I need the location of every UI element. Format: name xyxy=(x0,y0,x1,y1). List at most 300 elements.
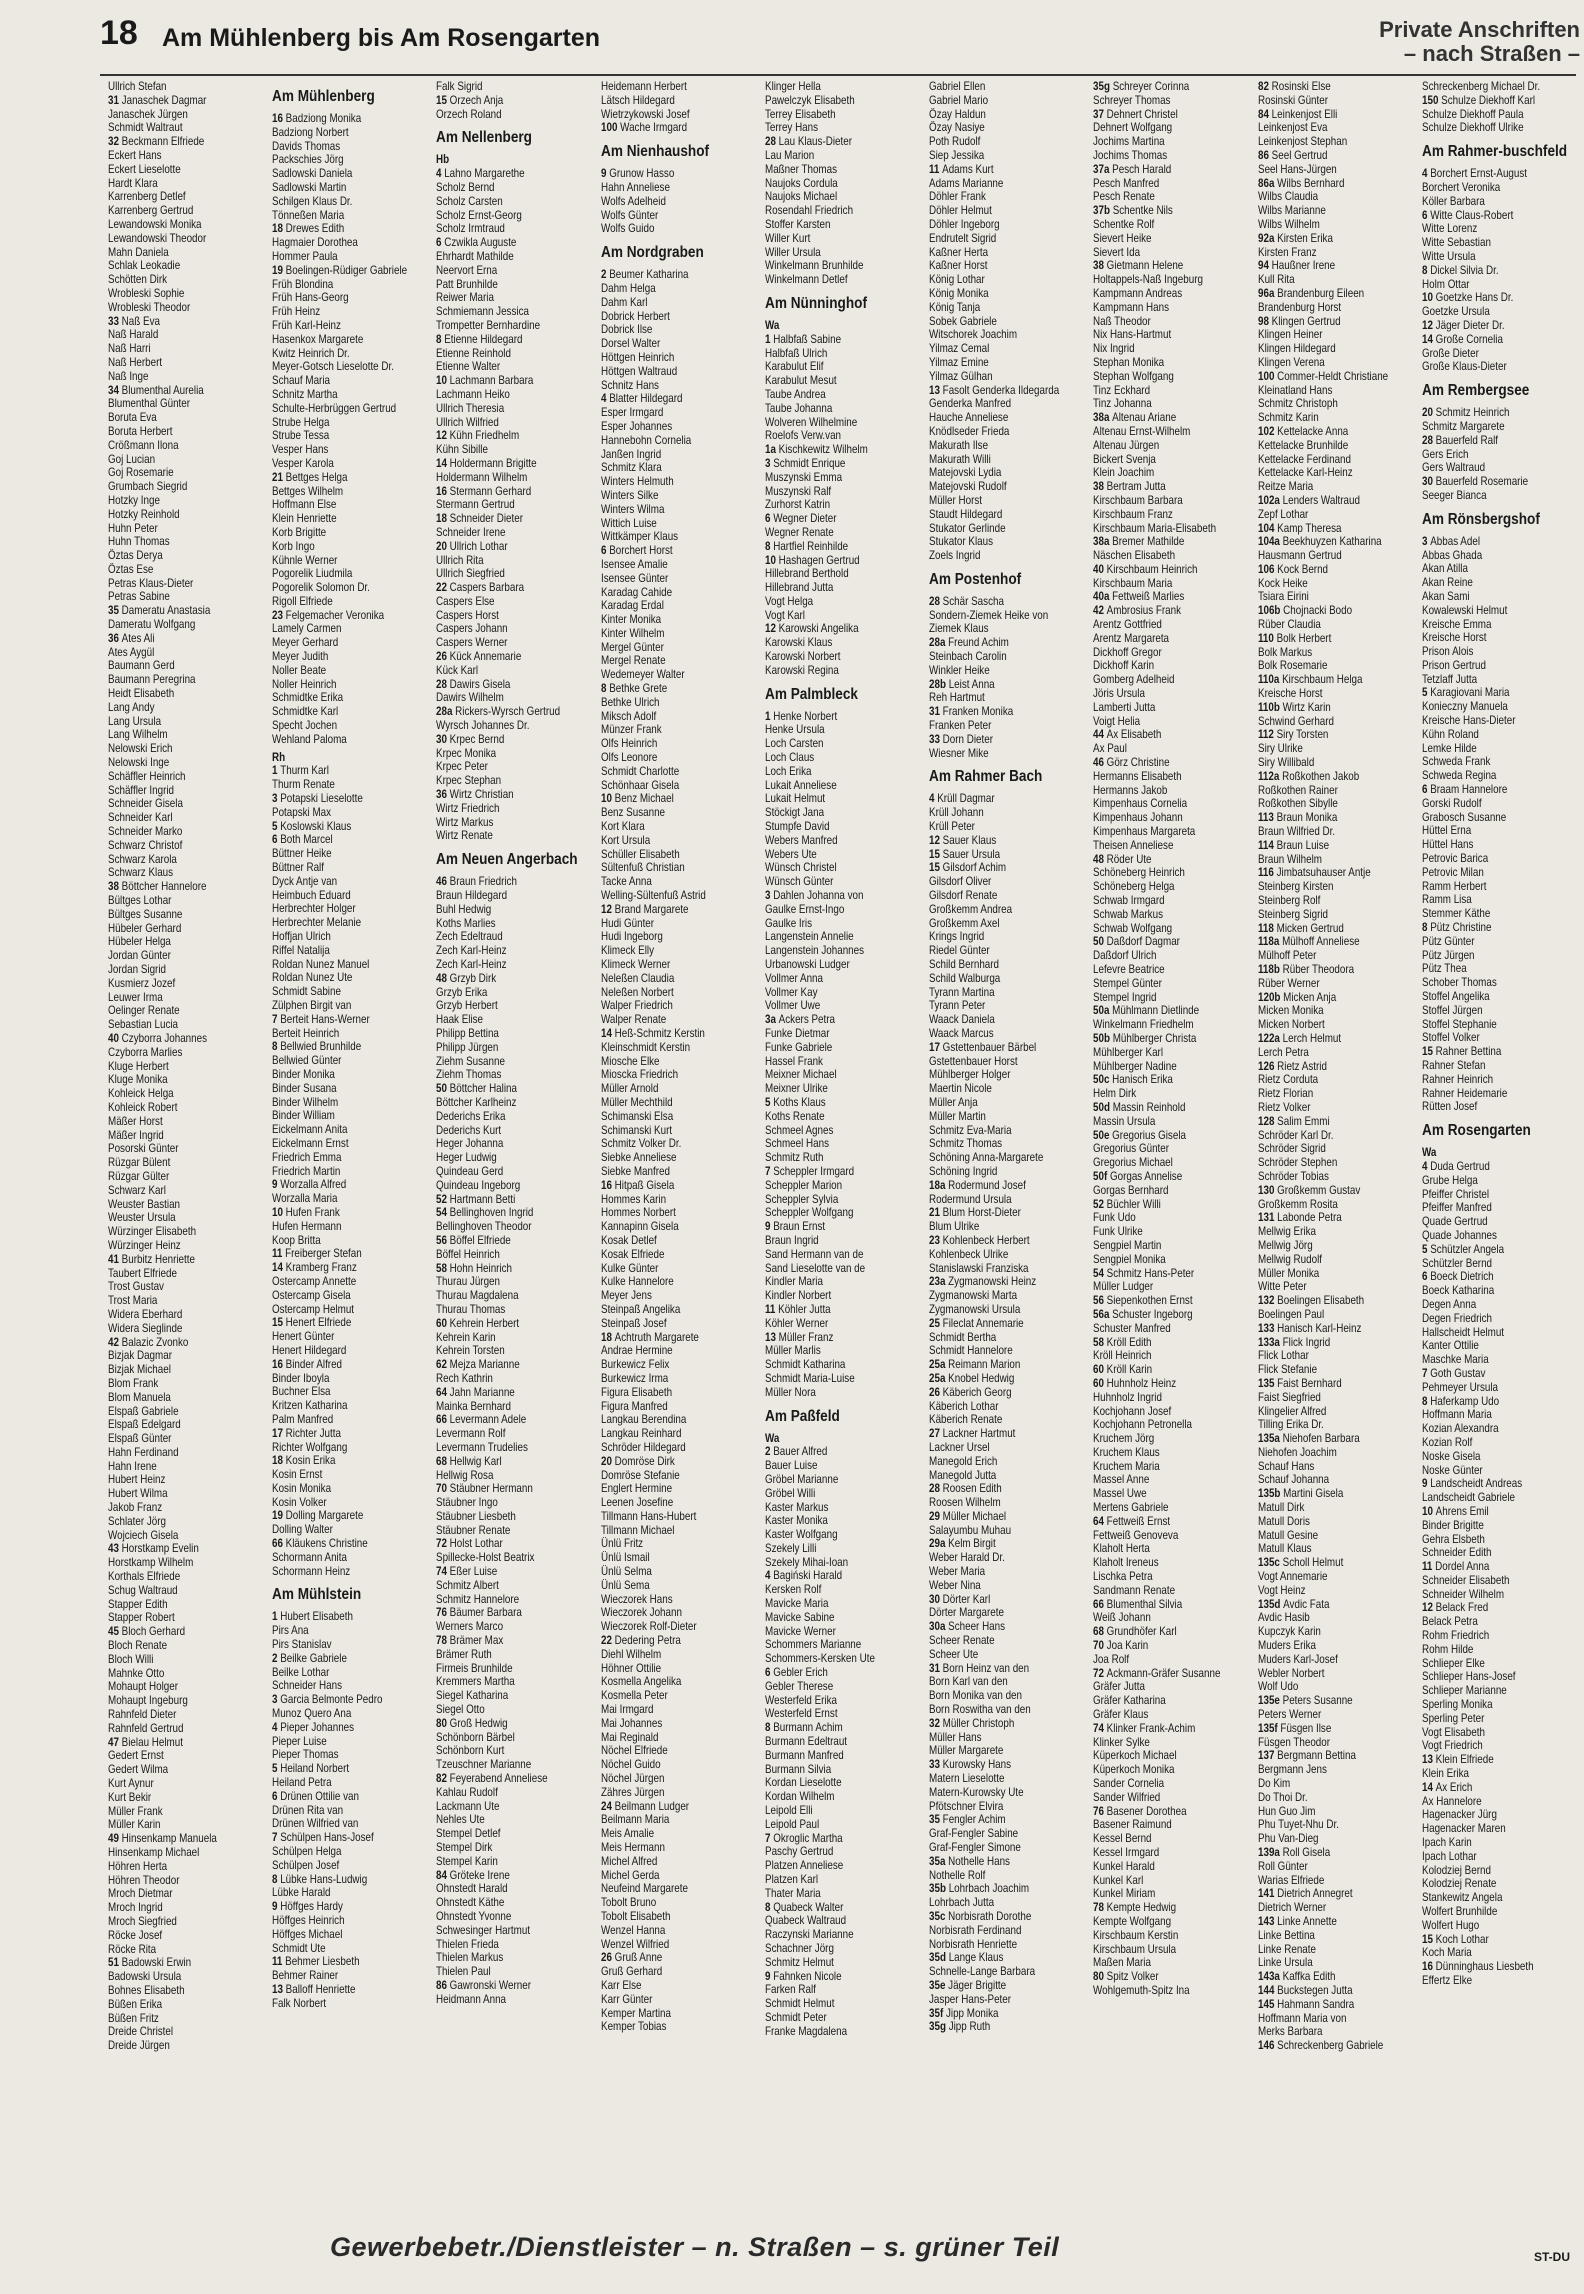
resident-entry: Schneider Karl xyxy=(108,811,173,825)
resident-entry: Wolfert Brunhilde xyxy=(1421,1905,1498,1919)
house-number: 37 xyxy=(1093,107,1108,121)
resident-entry: Kirschbaum Kerstin xyxy=(1093,1928,1179,1942)
resident-entry: 18a Rodermund Josef xyxy=(929,1178,1026,1192)
house-number: 37a xyxy=(1093,162,1113,176)
resident-entry: Burkewicz Irma xyxy=(600,1371,668,1385)
resident-entry: 8 Hartfiel Reinhilde xyxy=(764,539,849,553)
house-number: 60 xyxy=(1093,1363,1108,1377)
resident-entry: Wehland Paloma xyxy=(272,732,347,746)
resident-entry: Schild Walburga xyxy=(929,971,1001,985)
resident-entry: 133a Flick Ingrid xyxy=(1257,1335,1330,1349)
resident-entry: Schmitz Eva-Maria xyxy=(929,1123,1012,1137)
resident-entry: Wenzel Hanna xyxy=(600,1923,666,1937)
house-number: 40 xyxy=(1093,562,1108,576)
resident-entry: Dahm Karl xyxy=(600,295,648,309)
house-number: 17 xyxy=(929,1040,943,1054)
resident-entry: 74 Eßer Luise xyxy=(436,1565,498,1579)
resident-entry: 1 Henke Norbert xyxy=(764,709,838,723)
house-number: 84 xyxy=(436,1868,451,1882)
resident-entry: Thielen Frieda xyxy=(436,1937,500,1951)
resident-entry: Gabriel Mario xyxy=(929,93,989,107)
resident-entry: Schwarz Karola xyxy=(108,852,177,866)
resident-entry: Kurt Aynur xyxy=(108,1777,154,1791)
resident-entry: 51 Badowski Erwin xyxy=(108,1956,192,1970)
resident-entry: 3 Schmidt Enrique xyxy=(764,456,846,470)
resident-entry: Matejovski Lydia xyxy=(929,466,1002,480)
resident-entry: 26 Kück Annemarie xyxy=(436,650,522,664)
resident-entry: Stempel Detlef xyxy=(436,1827,501,1841)
resident-entry: Wirtz Renate xyxy=(436,829,494,843)
resident-entry: Matern Lieselotte xyxy=(929,1772,1005,1786)
resident-entry: Meixner Michael xyxy=(764,1068,837,1082)
resident-entry: Koch Maria xyxy=(1421,1946,1472,1960)
resident-entry: Braun Wilhelm xyxy=(1257,852,1322,866)
house-number: 7 xyxy=(272,1831,281,1845)
house-number: 38a xyxy=(1093,535,1113,549)
resident-entry: Naß Theodor xyxy=(1093,314,1152,328)
resident-entry: 1 Halbfaß Sabine xyxy=(764,332,841,346)
resident-entry: Grumbach Siegrid xyxy=(108,480,188,494)
resident-entry: Schröder Karl Dr. xyxy=(1257,1128,1334,1142)
resident-entry: Lang Ursula xyxy=(108,714,162,728)
house-number: 15 xyxy=(929,861,943,875)
resident-entry: Bethke Ulrich xyxy=(600,695,660,709)
resident-entry: Hassel Frank xyxy=(764,1054,823,1068)
house-number: 143 xyxy=(1257,1914,1277,1928)
resident-entry: Gräfer Katharina xyxy=(1093,1694,1167,1708)
resident-entry: Zech Karl-Heinz xyxy=(436,944,507,958)
house-number: 21 xyxy=(272,470,286,484)
resident-entry: Makurath Willi xyxy=(929,452,991,466)
resident-entry: Käberich Lothar xyxy=(929,1399,999,1413)
house-number: 31 xyxy=(108,93,122,107)
resident-entry: Kull Rita xyxy=(1257,273,1295,287)
resident-entry: Zoels Ingrid xyxy=(929,549,981,563)
house-number: 52 xyxy=(436,1192,451,1206)
resident-entry: Kulke Hannelore xyxy=(600,1275,674,1289)
resident-entry: Rahner Heinrich xyxy=(1421,1072,1493,1086)
resident-entry: 6 Boeck Dietrich xyxy=(1421,1270,1494,1284)
resident-entry: Schmidt Sabine xyxy=(272,985,342,999)
resident-entry: Pfötschner Elvira xyxy=(929,1799,1004,1813)
house-number: 96a xyxy=(1257,286,1277,300)
resident-entry: Stoffel Jürgen xyxy=(1421,1003,1483,1017)
resident-entry: 52 Hartmann Betti xyxy=(436,1192,516,1206)
house-number: 9 xyxy=(764,1969,774,1983)
resident-entry: Jasper Hans-Peter xyxy=(929,1992,1012,2006)
house-number: 137 xyxy=(1257,1749,1277,1763)
resident-entry: Webler Norbert xyxy=(1257,1666,1325,1680)
resident-entry: Sander Cornelia xyxy=(1093,1777,1165,1791)
resident-entry: 41 Burbitz Henriette xyxy=(108,1252,195,1266)
resident-entry: Szekely Mihai-Ioan xyxy=(764,1555,849,1569)
page-title: Am Mühlenberg bis Am Rosengarten xyxy=(162,24,601,52)
resident-entry: Stempel Karin xyxy=(436,1854,499,1868)
resident-entry: Pesch Renate xyxy=(1093,190,1156,204)
resident-entry: Seeger Bianca xyxy=(1421,488,1487,502)
house-number: 7 xyxy=(764,1164,774,1178)
house-number: 26 xyxy=(436,650,451,664)
resident-entry: Kulke Günter xyxy=(600,1261,659,1275)
resident-entry: Steinberg Rolf xyxy=(1257,894,1320,908)
resident-entry: Winters Helmuth xyxy=(600,475,674,489)
resident-entry: Lackner Ursel xyxy=(929,1440,990,1454)
resident-entry: Schneider Edith xyxy=(1421,1546,1492,1560)
resident-entry: Ullrich Wilfried xyxy=(436,415,500,429)
resident-entry: Norbisrath Ferdinand xyxy=(929,1923,1022,1937)
resident-entry: Badziong Norbert xyxy=(272,125,349,139)
resident-entry: Hellwig Rosa xyxy=(436,1468,494,1482)
resident-entry: 22 Dedering Petra xyxy=(600,1634,681,1648)
resident-entry: 50c Hanisch Erika xyxy=(1093,1073,1174,1087)
house-number: 118 xyxy=(1257,921,1277,935)
resident-entry: Henert Hildegard xyxy=(272,1343,347,1357)
resident-entry: Schwarz Christof xyxy=(108,838,183,852)
resident-entry: 50 Böttcher Halina xyxy=(436,1082,518,1096)
resident-entry: Lübke Harald xyxy=(272,1886,331,1900)
resident-entry: Ax Paul xyxy=(1093,742,1128,756)
resident-entry: Diehl Wilhelm xyxy=(600,1647,661,1661)
resident-entry: Neervort Erna xyxy=(436,263,498,277)
house-number: 76 xyxy=(436,1606,451,1620)
resident-entry: Wohlgemuth-Spitz Ina xyxy=(1093,1983,1190,1997)
resident-entry: Pieper Luise xyxy=(272,1734,327,1748)
resident-entry: Müller Nora xyxy=(764,1385,816,1399)
resident-entry: Ipach Lothar xyxy=(1421,1849,1477,1863)
resident-entry: Wrobleski Theodor xyxy=(108,300,191,314)
resident-entry: Lamely Carmen xyxy=(272,622,342,636)
resident-entry: Noske Gisela xyxy=(1421,1449,1481,1463)
resident-entry: 86 Gawronski Werner xyxy=(436,1978,532,1992)
resident-entry: Blumenthal Günter xyxy=(108,397,191,411)
resident-entry: Schwab Irmgard xyxy=(1093,894,1165,908)
resident-entry: Altenau Jürgen xyxy=(1093,438,1160,452)
house-number: 50a xyxy=(1093,1004,1113,1018)
street-heading: Am Rahmer-buschfeld xyxy=(1421,143,1567,161)
resident-entry: 146 Schreckenberg Gabriele xyxy=(1257,2039,1383,2053)
resident-entry: Stapper Robert xyxy=(108,1611,175,1625)
resident-entry: Zygmanowski Ursula xyxy=(929,1302,1021,1316)
resident-entry: 29 Müller Michael xyxy=(929,1509,1007,1523)
resident-entry: Karr Günter xyxy=(600,1992,653,2006)
resident-entry: Eickelmann Ernst xyxy=(272,1136,349,1150)
resident-entry: Caspers Werner xyxy=(436,636,508,650)
house-number: 12 xyxy=(600,902,615,916)
resident-entry: Schmitz Thomas xyxy=(929,1137,1003,1151)
resident-entry: König Tanja xyxy=(929,300,981,314)
resident-entry: Schmidt Peter xyxy=(764,2010,827,2024)
house-number: 28 xyxy=(929,1482,943,1496)
resident-entry: Daßdorf Ulrich xyxy=(1093,949,1157,963)
resident-entry: Badowski Ursula xyxy=(108,1970,182,1984)
resident-entry: Janaschek Jürgen xyxy=(108,107,188,121)
resident-entry: Trompetter Bernhardine xyxy=(436,318,541,332)
resident-entry: 19 Dolling Margarete xyxy=(272,1509,364,1523)
resident-entry: Klaholt Herta xyxy=(1093,1542,1151,1556)
house-number: 18 xyxy=(600,1330,615,1344)
resident-entry: 26 Gruß Anne xyxy=(600,1951,662,1965)
resident-entry: Lemke Hilde xyxy=(1421,741,1477,755)
resident-entry: 44 Ax Elisabeth xyxy=(1093,728,1162,742)
resident-entry: Bellwied Günter xyxy=(272,1054,342,1068)
street-heading: Am Rahmer Bach xyxy=(929,768,1043,786)
resident-entry: Graf-Fengler Simone xyxy=(929,1841,1021,1855)
resident-entry: Dawirs Wilhelm xyxy=(436,691,505,705)
resident-entry: Kohleick Helga xyxy=(108,1087,174,1101)
house-number: 46 xyxy=(436,875,451,889)
resident-entry: Stermann Gertrud xyxy=(436,498,516,512)
house-number: 32 xyxy=(929,1716,943,1730)
resident-entry: 15 Gilsdorf Achim xyxy=(929,861,1007,875)
resident-entry: 10 Hashagen Gertrud xyxy=(764,553,860,567)
resident-entry: Schmitz Helmut xyxy=(764,1955,834,1969)
resident-entry: Gröbel Willi xyxy=(764,1486,816,1500)
resident-entry: Yilmaz Cemal xyxy=(929,342,990,356)
resident-entry: 56 Böffel Elfriede xyxy=(436,1233,512,1247)
resident-entry: Kruchem Jörg xyxy=(1093,1432,1155,1446)
house-number: 8 xyxy=(764,1900,774,1914)
resident-entry: Maschke Maria xyxy=(1421,1353,1489,1367)
resident-entry: Olfs Heinrich xyxy=(600,737,657,751)
house-number: 35g xyxy=(929,2020,949,2034)
resident-entry: Hüttel Hans xyxy=(1421,838,1474,852)
resident-entry: Domröse Stefanie xyxy=(600,1468,680,1482)
resident-entry: Graf-Fengler Sabine xyxy=(929,1827,1019,1841)
resident-entry: Petras Sabine xyxy=(108,590,170,604)
resident-entry: Landscheidt Gabriele xyxy=(1421,1491,1515,1505)
resident-entry: Mäßer Horst xyxy=(108,1114,163,1128)
resident-entry: Ipach Karin xyxy=(1421,1836,1472,1850)
resident-entry: 102a Lenders Waltraud xyxy=(1257,493,1360,507)
house-number: 8 xyxy=(764,1721,774,1735)
resident-entry: 3 Abbas Adel xyxy=(1421,534,1480,548)
district-code: Hb xyxy=(436,153,450,167)
resident-entry: Müller Marlis xyxy=(764,1344,821,1358)
resident-entry: Andrae Hermine xyxy=(600,1344,673,1358)
resident-entry: 6 Czwikla Auguste xyxy=(436,236,517,250)
resident-entry: Steinbach Carolin xyxy=(929,650,1007,664)
resident-entry: Flick Lothar xyxy=(1257,1349,1309,1363)
resident-entry: Kindler Norbert xyxy=(764,1289,832,1303)
resident-entry: 106 Kock Bernd xyxy=(1257,562,1328,576)
resident-entry: Mavicke Maria xyxy=(764,1597,829,1611)
resident-entry: Miosche Elke xyxy=(600,1054,660,1068)
resident-entry: König Monika xyxy=(929,286,989,300)
resident-entry: Schentke Rolf xyxy=(1093,217,1155,231)
house-number: 112 xyxy=(1257,728,1277,742)
resident-entry: Maertin Nicole xyxy=(929,1082,993,1096)
resident-entry: Mergel Renate xyxy=(600,654,666,668)
resident-entry: Rütten Josef xyxy=(1421,1100,1478,1114)
resident-entry: Schlieper Marianne xyxy=(1421,1684,1507,1698)
resident-entry: Philipp Jürgen xyxy=(436,1040,499,1054)
resident-entry: Kohlenbeck Ulrike xyxy=(929,1247,1009,1261)
house-number: 35g xyxy=(1093,80,1114,93)
house-number: 8 xyxy=(1421,921,1430,935)
resident-entry: Quade Gertrud xyxy=(1421,1215,1488,1229)
resident-entry: Joa Rolf xyxy=(1093,1652,1130,1666)
resident-entry: Hagenacker Maren xyxy=(1421,1822,1506,1836)
resident-entry: Kozian Rolf xyxy=(1421,1435,1473,1449)
page-header xyxy=(100,14,1580,74)
resident-entry: Karadag Cahide xyxy=(600,585,672,599)
resident-entry: 82 Feyerabend Anneliese xyxy=(436,1772,549,1786)
resident-entry: Wirtz Friedrich xyxy=(436,801,500,815)
resident-entry: 32 Beckmann Elfriede xyxy=(108,135,205,149)
resident-entry: 58 Hohn Heinrich xyxy=(436,1261,513,1275)
resident-entry: Wegner Renate xyxy=(764,525,834,539)
resident-entry: 145 Hahmann Sandra xyxy=(1257,1997,1354,2011)
resident-entry: 17 Richter Jutta xyxy=(272,1426,342,1440)
house-number: 6 xyxy=(272,833,281,847)
resident-entry: Mohaupt Holger xyxy=(108,1680,179,1694)
resident-entry: Voigt Helia xyxy=(1093,714,1141,728)
resident-entry: Nix Ingrid xyxy=(1093,342,1135,356)
resident-entry: Karrenberg Gertrud xyxy=(108,204,194,218)
resident-entry: Elspaß Günter xyxy=(108,1432,172,1446)
resident-entry: Esper Irmgard xyxy=(600,406,664,420)
resident-entry: Steinpaß Josef xyxy=(600,1316,667,1330)
house-number: 13 xyxy=(1421,1753,1436,1767)
resident-entry: 14 Ax Erich xyxy=(1421,1780,1473,1794)
resident-entry: Röcke Rita xyxy=(108,1942,157,1956)
house-number: 28 xyxy=(764,135,779,149)
resident-entry: Tilling Erika Dr. xyxy=(1257,1418,1324,1432)
house-number: 4 xyxy=(1421,167,1430,181)
resident-entry: Kinter Monika xyxy=(600,613,661,627)
resident-entry: Knödlseder Frieda xyxy=(929,424,1010,438)
resident-entry: Leinkenjost Stephan xyxy=(1257,135,1347,149)
resident-entry: Mühlberger Holger xyxy=(929,1068,1011,1082)
resident-entry: Stoffel Volker xyxy=(1421,1031,1480,1045)
resident-entry: Wieczorek Hans xyxy=(600,1592,673,1606)
resident-entry: Muszynski Emma xyxy=(764,470,842,484)
resident-entry: Leipold Elli xyxy=(764,1804,813,1818)
resident-entry: Pieper Thomas xyxy=(272,1748,339,1762)
resident-entry: Binder William xyxy=(272,1109,336,1123)
resident-entry: Rosendahl Friedrich xyxy=(764,204,853,218)
resident-entry: Schöning Anna-Margarete xyxy=(929,1151,1044,1165)
resident-entry: 13 Klein Elfriede xyxy=(1421,1753,1494,1767)
resident-entry: Kaster Monika xyxy=(764,1514,828,1528)
resident-entry: Kimpenhaus Johann xyxy=(1093,811,1184,825)
resident-entry: Packschies Jörg xyxy=(272,153,344,167)
resident-entry: Tinz Johanna xyxy=(1093,397,1153,411)
resident-entry: Heidemann Herbert xyxy=(600,80,687,93)
resident-entry: Weber Nina xyxy=(929,1578,981,1592)
resident-entry: Schwarz Karl xyxy=(108,1183,166,1197)
resident-entry: Lewandowski Monika xyxy=(108,217,202,231)
resident-entry: Witte Peter xyxy=(1257,1280,1307,1294)
resident-entry: Rietz Corduta xyxy=(1257,1073,1318,1087)
resident-entry: Bizjak Dagmar xyxy=(108,1349,172,1363)
resident-entry: 16 Hitpaß Gisela xyxy=(600,1178,674,1192)
resident-entry: Lau Marion xyxy=(764,148,815,162)
house-number: 49 xyxy=(108,1832,122,1846)
resident-entry: 28a Rickers-Wyrsch Gertrud xyxy=(436,705,561,719)
resident-entry: 112a Roßkothen Jakob xyxy=(1257,769,1359,783)
resident-entry: Binder Monika xyxy=(272,1067,336,1081)
resident-entry: Beilke Lothar xyxy=(272,1665,330,1679)
resident-entry: Binder Susana xyxy=(272,1081,337,1095)
resident-entry: 135e Peters Susanne xyxy=(1257,1694,1353,1708)
resident-entry: Hubert Wilma xyxy=(108,1487,168,1501)
resident-entry: Munoz Quero Ana xyxy=(272,1707,352,1721)
resident-entry: Grzyb Erika xyxy=(436,985,488,999)
house-number: 30 xyxy=(436,732,451,746)
resident-entry: Schug Waltraud xyxy=(108,1583,178,1597)
resident-entry: 31 Born Heinz van den xyxy=(929,1661,1030,1675)
house-number: 3 xyxy=(1421,534,1430,548)
resident-entry: 4 Duda Gertrud xyxy=(1421,1159,1490,1173)
resident-entry: Bolk Markus xyxy=(1257,645,1312,659)
resident-entry: Born Roswitha van den xyxy=(929,1703,1031,1717)
resident-entry: Avdic Hasib xyxy=(1257,1611,1310,1625)
resident-entry: Schneider Wilhelm xyxy=(1421,1587,1504,1601)
resident-entry: Kruchem Maria xyxy=(1093,1459,1161,1473)
resident-entry: 37a Pesch Harald xyxy=(1093,162,1172,176)
resident-entry: 35 Fengler Achim xyxy=(929,1813,1006,1827)
resident-entry: Köller Barbara xyxy=(1421,194,1485,208)
resident-entry: Kempte Wolfgang xyxy=(1093,1914,1172,1928)
house-number: 8 xyxy=(764,539,774,553)
house-number: 122a xyxy=(1257,1031,1283,1045)
resident-entry: Kruchem Klaus xyxy=(1093,1445,1161,1459)
footer-code: ST-DU xyxy=(1534,2250,1570,2264)
resident-entry: Henert Günter xyxy=(272,1330,335,1344)
resident-entry: Kunkel Miriam xyxy=(1093,1887,1156,1901)
resident-entry: Lukait Helmut xyxy=(764,792,826,806)
house-number: 86 xyxy=(1257,148,1272,162)
resident-entry: Dolling Walter xyxy=(272,1523,334,1537)
resident-entry: 3 Potapski Lieselotte xyxy=(272,792,364,806)
resident-entry: Binder Wilhelm xyxy=(272,1095,339,1109)
resident-entry: Gers Waltraud xyxy=(1421,461,1485,475)
house-number: 64 xyxy=(1093,1514,1108,1528)
house-number: 13 xyxy=(764,1330,779,1344)
resident-entry: Dietrich Werner xyxy=(1257,1901,1326,1915)
resident-entry: Rosinski Günter xyxy=(1257,93,1328,107)
resident-entry: 14 Holdermann Brigitte xyxy=(436,456,538,470)
resident-entry: Stankewitz Angela xyxy=(1421,1891,1503,1905)
resident-entry: Massel Anne xyxy=(1093,1473,1150,1487)
resident-entry: Kettelacke Brunhilde xyxy=(1257,438,1348,452)
resident-entry: Hudi Ingeborg xyxy=(600,930,663,944)
resident-entry: 3 Dahlen Johanna von xyxy=(764,889,864,903)
house-number: 78 xyxy=(1093,1901,1108,1915)
resident-entry: Do Kim xyxy=(1257,1777,1290,1791)
resident-entry: Schönborn Bärbel xyxy=(436,1730,516,1744)
resident-entry: Lang Wilhelm xyxy=(108,728,168,742)
resident-entry: Schmeel Agnes xyxy=(764,1123,834,1137)
house-number: 131 xyxy=(1257,1211,1277,1225)
resident-entry: Siegel Katharina xyxy=(436,1689,509,1703)
resident-entry: Langkau Reinhard xyxy=(600,1427,682,1441)
resident-entry: Hommer Paula xyxy=(272,249,338,263)
resident-entry: 10 Lachmann Barbara xyxy=(436,374,534,388)
resident-entry: Horstkamp Wilhelm xyxy=(108,1556,194,1570)
house-number: 10 xyxy=(1421,291,1436,305)
resident-entry: 13 Müller Franz xyxy=(764,1330,834,1344)
resident-entry: Korb Brigitte xyxy=(272,525,327,539)
resident-entry: Terrey Elisabeth xyxy=(764,107,836,121)
resident-entry: Eickelmann Anita xyxy=(272,1123,348,1137)
resident-entry: 9 Braun Ernst xyxy=(764,1220,826,1234)
house-number: 7 xyxy=(272,1012,281,1026)
resident-entry: Petras Klaus-Dieter xyxy=(108,576,194,590)
resident-entry: 32 Müller Christoph xyxy=(929,1716,1015,1730)
resident-entry: Hoffmann Maria von xyxy=(1257,2011,1346,2025)
